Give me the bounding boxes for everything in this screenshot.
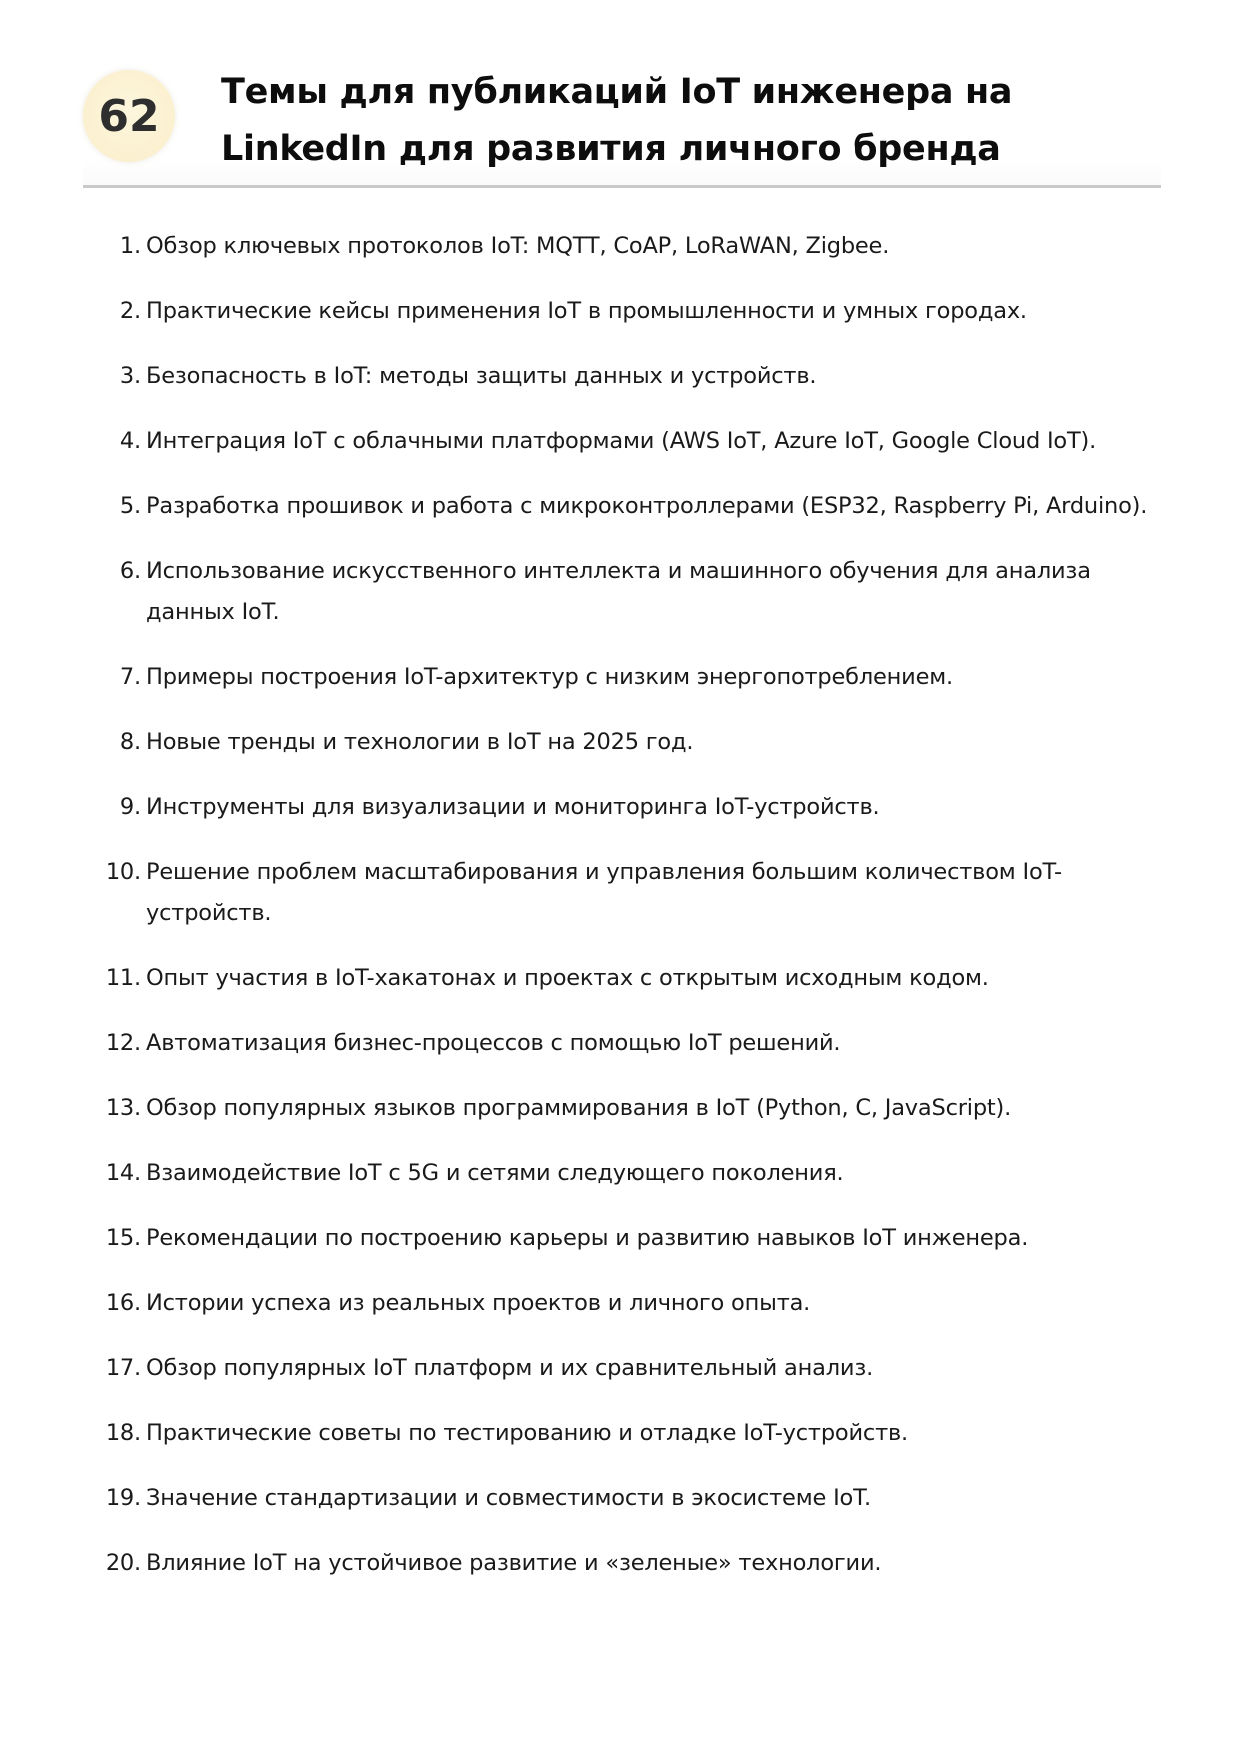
list-item — [0, 356, 1239, 397]
list-item — [0, 291, 1239, 332]
list-item-text: Обзор популярных IoT платформ и их сравнительный анализ. — [146, 1355, 874, 1381]
list-item-number: 7. — [119, 664, 141, 690]
list-item-number: 2. — [119, 298, 141, 324]
list-item — [0, 1543, 1239, 1584]
list-item — [0, 1348, 1239, 1389]
list-item-text: Обзор популярных языков программирования в IoT (Python, C, JavaScript). — [146, 1095, 1012, 1121]
list-item-text: Автоматизация бизнес-процессов с помощью IoT решений. — [146, 1030, 841, 1056]
list-item-number: 13. — [105, 1095, 141, 1121]
list-item-text: Рекомендации по построению карьеры и развитию навыков IoT инженера. — [146, 1225, 1029, 1251]
list-item-number: 8. — [119, 729, 141, 755]
list-item-number: 20. — [105, 1550, 141, 1576]
list-item-number: 18. — [105, 1420, 141, 1446]
list-item — [0, 486, 1239, 527]
list-item — [0, 226, 1239, 267]
list-item — [0, 852, 1239, 934]
list-item — [0, 722, 1239, 763]
list-item-number: 6. — [119, 558, 141, 584]
list-item — [0, 551, 1239, 633]
list-item-text: Практические кейсы применения IoT в промышленности и умных городах. — [146, 298, 1027, 324]
list-item-number: 5. — [119, 493, 141, 519]
list-item-text: Значение стандартизации и совместимости в экосистеме IoT. — [146, 1485, 871, 1511]
list-item-number: 12. — [105, 1030, 141, 1056]
list-item-text: Практические советы по тестированию и отладке IoT-устройств. — [146, 1420, 908, 1446]
list-item-number: 3. — [119, 363, 141, 389]
list-item-text: Разработка прошивок и работа с микроконтроллерами (ESP32, Raspberry Pi, Arduino). — [146, 493, 1148, 519]
list-item — [0, 1283, 1239, 1324]
list-item — [0, 1088, 1239, 1129]
list-item-text: Примеры построения IoT-архитектур с низким энергопотреблением. — [146, 664, 953, 690]
list-item — [0, 1478, 1239, 1519]
list-item-number: 19. — [105, 1485, 141, 1511]
list-item-number: 11. — [105, 965, 141, 991]
list-item-text: Истории успеха из реальных проектов и личного опыта. — [146, 1290, 811, 1316]
list-item-number: 10. — [105, 859, 141, 885]
list-item-number: 4. — [119, 428, 141, 454]
list-item-text: Безопасность в IoT: методы защиты данных и устройств. — [146, 363, 817, 389]
list-item-text: Влияние IoT на устойчивое развитие и «зеленые» технологии. — [146, 1550, 882, 1576]
list-item-text: Использование искусственного интеллекта и машинного обучения для анализа данных IoT. — [146, 558, 1091, 625]
list-item — [0, 421, 1239, 462]
page-number-badge: 62 — [83, 70, 175, 162]
list-item — [0, 787, 1239, 828]
list-item-text: Взаимодействие IoT с 5G и сетями следующего поколения. — [146, 1160, 844, 1186]
list-item-text: Решение проблем масштабирования и управления большим количеством IoT-устройств. — [146, 859, 1062, 926]
list-item — [0, 1413, 1239, 1454]
topics-list — [0, 226, 1239, 1608]
page-header — [83, 58, 1161, 188]
list-item-text: Новые тренды и технологии в IoT на 2025 год. — [146, 729, 694, 755]
list-item-number: 14. — [105, 1160, 141, 1186]
list-item-number: 1. — [119, 233, 141, 259]
list-item — [0, 1218, 1239, 1259]
list-item — [0, 958, 1239, 999]
list-item-number: 16. — [105, 1290, 141, 1316]
list-item-number: 9. — [119, 794, 141, 820]
page-title: Темы для публикаций IoT инженера на LinkedIn для развития личного бренда — [221, 72, 1013, 169]
list-item-text: Опыт участия в IoT-хакатонах и проектах с открытым исходным кодом. — [146, 965, 989, 991]
list-item — [0, 1153, 1239, 1194]
list-item — [0, 1023, 1239, 1064]
list-item — [0, 657, 1239, 698]
list-item-text: Инструменты для визуализации и мониторинга IoT-устройств. — [146, 794, 880, 820]
list-item-number: 17. — [105, 1355, 141, 1381]
list-item-number: 15. — [105, 1225, 141, 1251]
list-item-text: Обзор ключевых протоколов IoT: MQTT, CoAP, LoRaWAN, Zigbee. — [146, 233, 890, 259]
list-item-text: Интеграция IoT с облачными платформами (AWS IoT, Azure IoT, Google Cloud IoT). — [146, 428, 1097, 454]
